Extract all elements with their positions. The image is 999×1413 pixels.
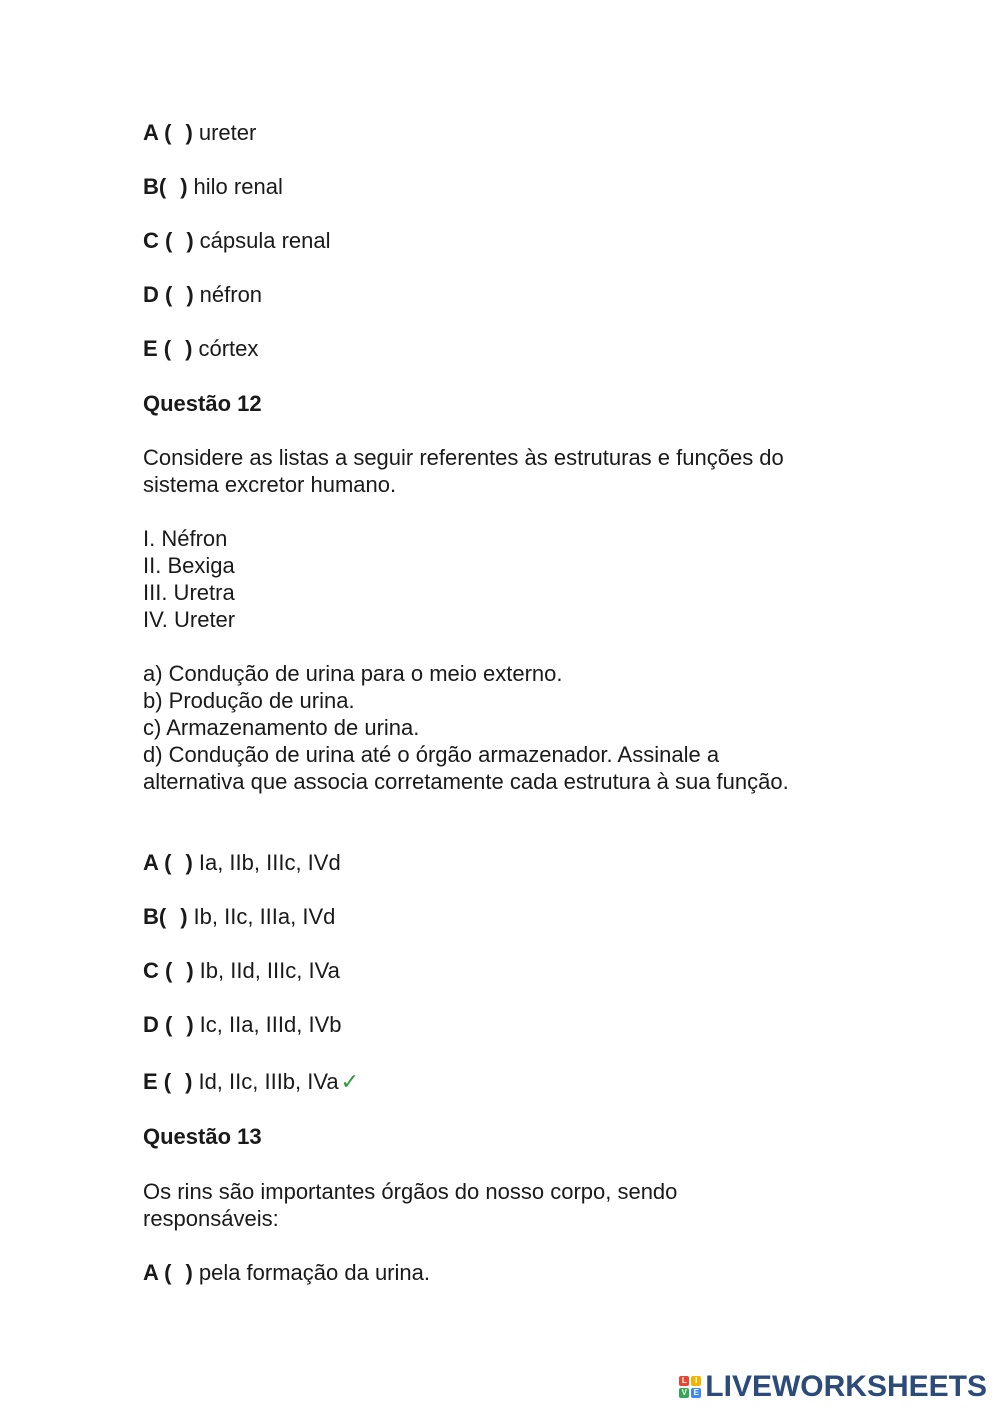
question-13-title: Questão 13: [143, 1124, 262, 1149]
option-text: Ib, IId, IIIc, IVa: [199, 958, 340, 983]
logo-text: LIVEWORKSHEETS: [705, 1370, 987, 1403]
option-letter: C (: [143, 958, 173, 983]
intro-line: Considere as listas a seguir referentes às estruturas e funções do: [143, 445, 784, 470]
option-text: Ic, IIa, IIId, IVb: [199, 1012, 342, 1037]
option-text: cápsula renal: [199, 228, 331, 253]
function-item: d) Condução de urina até o órgão armazenador. Assinale a: [143, 742, 720, 767]
option-letter: E (: [143, 336, 172, 361]
option-text: hilo renal: [193, 174, 283, 199]
function-item: alternativa que associa corretamente cada estrutura à sua função.: [143, 769, 789, 794]
intro-line: responsáveis:: [143, 1206, 279, 1231]
option-paren: ): [185, 1069, 193, 1094]
option-letter: B(: [143, 904, 167, 929]
logo-mark-letter: I: [691, 1376, 701, 1386]
option-paren: ): [180, 904, 188, 929]
option-letter: D (: [143, 282, 173, 307]
option-paren: ): [186, 958, 194, 983]
logo-mark-icon: [679, 1376, 701, 1398]
option-text: néfron: [199, 282, 263, 307]
option-paren: ): [186, 282, 194, 307]
option-text: Id, IIc, IIIb, IVa: [198, 1069, 339, 1094]
q12-option-b[interactable]: [143, 903, 335, 930]
option-paren: ): [185, 1260, 193, 1285]
q13-option-a[interactable]: [143, 1259, 430, 1286]
q11-option-d[interactable]: [143, 281, 262, 308]
logo-mark-letter: V: [679, 1388, 689, 1398]
option-text: ureter: [198, 120, 257, 145]
option-letter: E (: [143, 1069, 172, 1094]
option-paren: ): [185, 120, 193, 145]
q12-option-d[interactable]: [143, 1011, 342, 1038]
question-13-intro: [143, 1178, 863, 1232]
q11-option-c[interactable]: [143, 227, 331, 254]
option-paren: ): [186, 228, 194, 253]
q12-option-a[interactable]: [143, 849, 341, 876]
question-12-title: Questão 12: [143, 391, 262, 416]
option-paren: ): [185, 850, 193, 875]
option-letter: A (: [143, 850, 172, 875]
q11-option-a[interactable]: [143, 119, 256, 146]
function-item: c) Armazenamento de urina.: [143, 715, 420, 740]
option-letter: C (: [143, 228, 173, 253]
option-letter: D (: [143, 1012, 173, 1037]
option-paren: ): [180, 174, 188, 199]
option-letter: A (: [143, 1260, 172, 1285]
structure-item: II. Bexiga: [143, 553, 235, 578]
structure-item: III. Uretra: [143, 580, 235, 605]
logo-mark-letter: L: [679, 1376, 689, 1386]
q12-option-e[interactable]: [143, 1068, 359, 1095]
logo-mark-letter: E: [691, 1388, 701, 1398]
option-paren: ): [186, 1012, 194, 1037]
functions-list: [143, 660, 863, 795]
option-text: pela formação da urina.: [198, 1260, 430, 1285]
structures-list: [143, 525, 863, 633]
option-letter: A (: [143, 120, 172, 145]
intro-line: Os rins são importantes órgãos do nosso corpo, sendo: [143, 1179, 678, 1204]
option-text: córtex: [198, 336, 259, 361]
structure-item: I. Néfron: [143, 526, 228, 551]
liveworksheets-logo[interactable]: [679, 1370, 987, 1403]
check-mark-icon: ✓: [340, 1069, 360, 1094]
q11-option-b[interactable]: [143, 173, 283, 200]
q11-option-e[interactable]: [143, 335, 258, 362]
function-item: a) Condução de urina para o meio externo.: [143, 661, 563, 686]
structure-item: IV. Ureter: [143, 607, 236, 632]
option-text: Ia, IIb, IIIc, IVd: [198, 850, 341, 875]
intro-line: sistema excretor humano.: [143, 472, 397, 497]
question-12-intro: [143, 444, 863, 498]
option-letter: B(: [143, 174, 167, 199]
option-text: Ib, IIc, IIIa, IVd: [193, 904, 336, 929]
q12-option-c[interactable]: [143, 957, 340, 984]
option-paren: ): [185, 336, 193, 361]
function-item: b) Produção de urina.: [143, 688, 355, 713]
